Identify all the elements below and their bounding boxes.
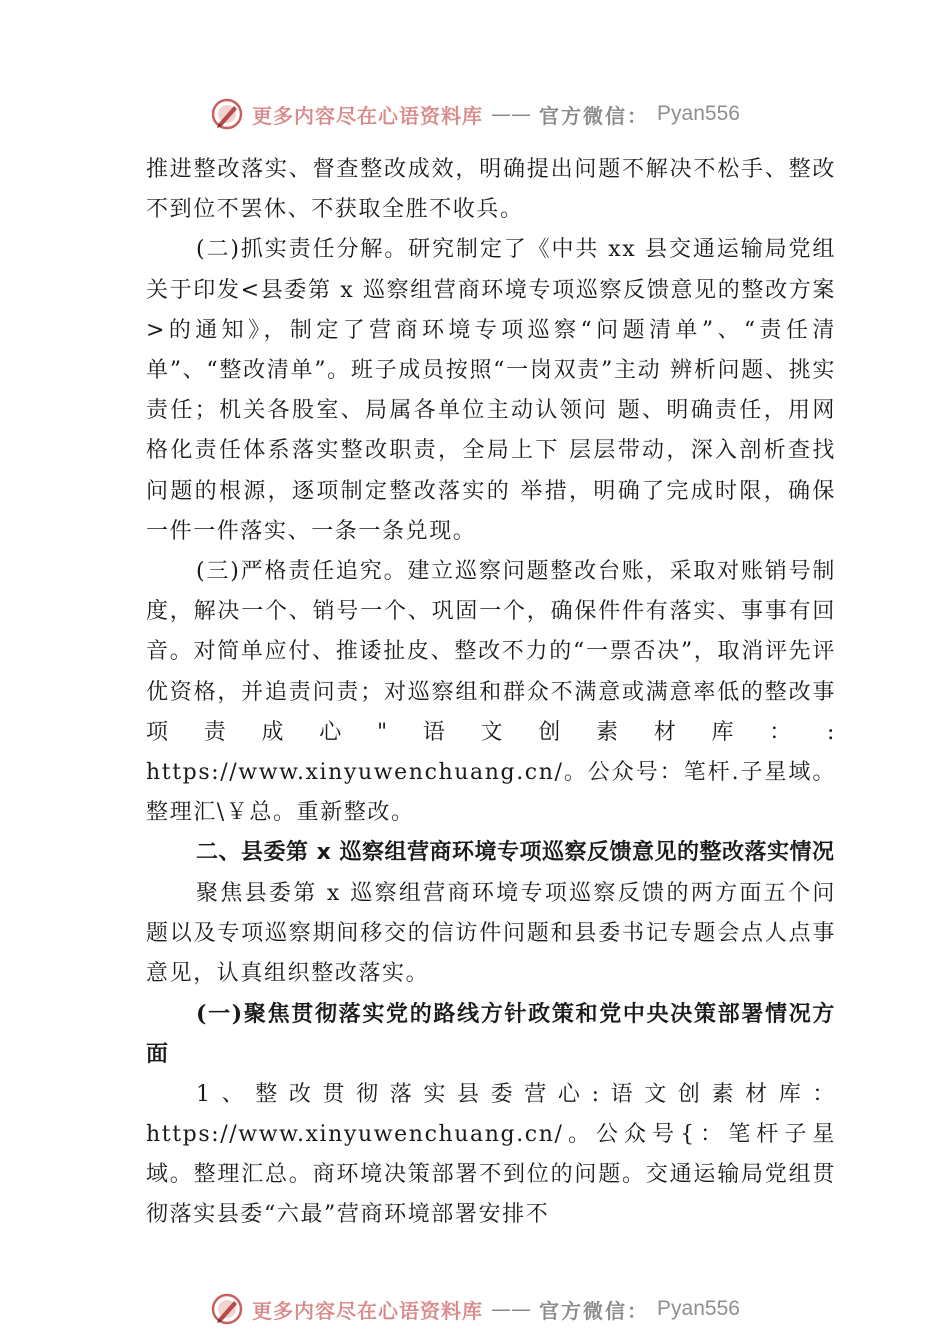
footer-separator: ——: [491, 1297, 532, 1321]
paragraph-focus: 聚焦县委第 x 巡察组营商环境专项巡察反馈的两方面五个问题以及专项巡察期间移交的信访件问题和县委书记专题会点人点事意见，认真组织整改落实。: [146, 880, 836, 987]
subsection-heading-1: (一)聚焦贯彻落实党的路线方针政策和党中央决策部署情况方面: [146, 1001, 836, 1068]
header-separator: ——: [491, 102, 532, 126]
footer-brand-text: 更多内容尽在心语资料库: [252, 1298, 484, 1323]
paragraph-continuation: 推进整改落实、督查整改成效，明确提出问题不解决不松手、整改不到位不罢休、不获取全胜不收兵。: [146, 157, 836, 223]
document-body: [146, 150, 836, 1235]
header-wechat-label: 官方微信：: [539, 103, 650, 128]
header-brand-text: 更多内容尽在心语资料库: [252, 103, 484, 128]
footer-wechat-label: 官方微信：: [539, 1298, 650, 1323]
paragraph-responsibility-breakdown: (二)抓实责任分解。研究制定了《中共 xx 县交通运输局党组关于印发<县委第 x 巡察组营商环境专项巡察反馈意见的整改方案>的通知》，制定了营商环境专项巡察“问题清单”、“责任清单”、“整改清单”。班子成员按照“一岗双责”主动 辨析问题、挑实责任；机关各股室、局属各单位主动认领问 题、明确责任，用网格化责任体系落实整改职责，全局上下 层层带动，深入剖析查找问题的根源，逐项制定整改落实的 举措，明确了完成时限，确保一件一件落实、一条一条兑现。: [146, 237, 836, 544]
pen-logo-icon: [210, 1292, 244, 1326]
footer-wechat-id: Pyan556: [657, 1297, 740, 1320]
header-banner: [0, 94, 950, 134]
pen-logo-icon: [210, 97, 244, 131]
footer-banner: [0, 1289, 950, 1329]
section-heading-2: 二、县委第 x 巡察组营商环境专项巡察反馈意见的整改落实情况: [196, 840, 835, 866]
paragraph-accountability: (三)严格责任追究。建立巡察问题整改台账，采取对账销号制度，解决一个、销号一个、巩固一个，确保件件有落实、事事有回音。对简单应付、推诿扯皮、整改不力的“一票否决”，取消评先评优资格，并追责问责；对巡察组和群众不满意或满意率低的整改事项责成心"语文创素材库：: https://www.xinyuwenchuang.cn/。公众号：笔杆.子星域。整理汇\￥总。重新整改。: [146, 559, 836, 826]
header-wechat-id: Pyan556: [657, 102, 740, 125]
paragraph-item-1: 1、整改贯彻落实县委营心:语文创素材库：https://www.xinyuwenchuang.cn/。公众号{：笔杆子星域。整理汇总。商环境决策部署不到位的问题。交通运输局党组贯彻落实县委“六最”营商环境部署安排不: [146, 1081, 836, 1228]
